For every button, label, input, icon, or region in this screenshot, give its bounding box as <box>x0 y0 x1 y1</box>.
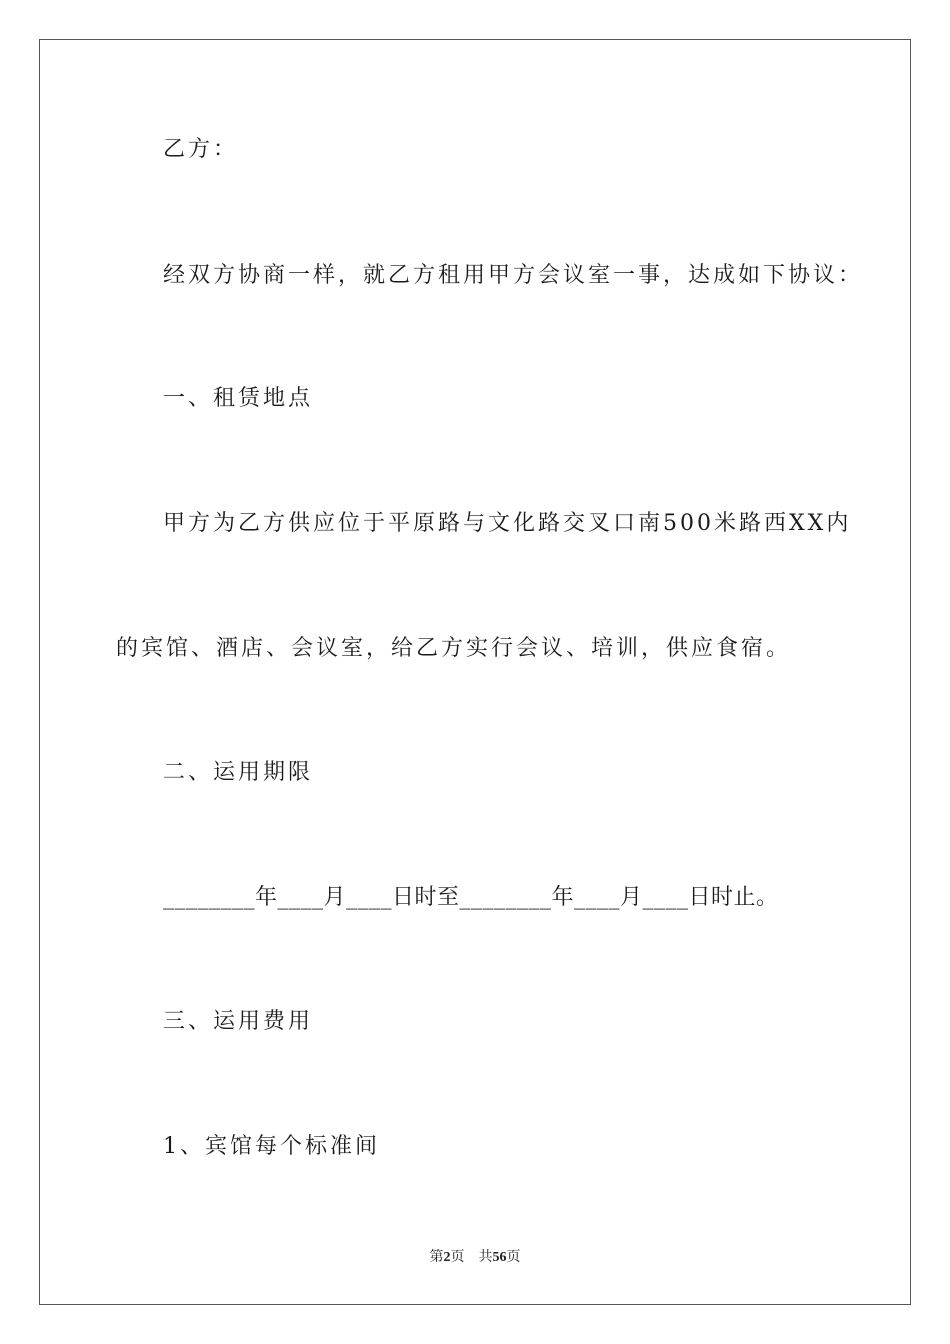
location-paragraph-line-2: 的宾馆、酒店、会议室，给乙方实行会议、培训，供应食宿。 <box>116 636 792 661</box>
section-heading-2: 二、运用期限 <box>163 760 314 785</box>
total-suffix: 页 <box>506 1250 521 1265</box>
section-heading-3: 三、运用费用 <box>163 1009 314 1034</box>
total-prefix: 共 <box>478 1250 493 1265</box>
page-border <box>39 39 911 1305</box>
party-b-label: 乙方： <box>163 137 239 162</box>
page-prefix: 第 <box>429 1250 444 1265</box>
total-pages: 56 <box>492 1250 507 1265</box>
intro-paragraph: 经双方协商一样，就乙方租用甲方会议室一事，达成如下协议： <box>163 263 864 288</box>
date-range-line: ________年____月____日时至________年____月____日时止。 <box>163 885 779 910</box>
fee-item-1: 1、宾馆每个标准间 <box>163 1134 380 1159</box>
page-suffix: 页 <box>450 1250 465 1265</box>
location-paragraph-line-1: 甲方为乙方供应位于平原路与文化路交叉口南500米路西XX内 <box>163 511 852 536</box>
section-heading-1: 一、租赁地点 <box>163 386 314 411</box>
page-number: 2 <box>443 1250 451 1265</box>
page-footer <box>0 1246 950 1266</box>
